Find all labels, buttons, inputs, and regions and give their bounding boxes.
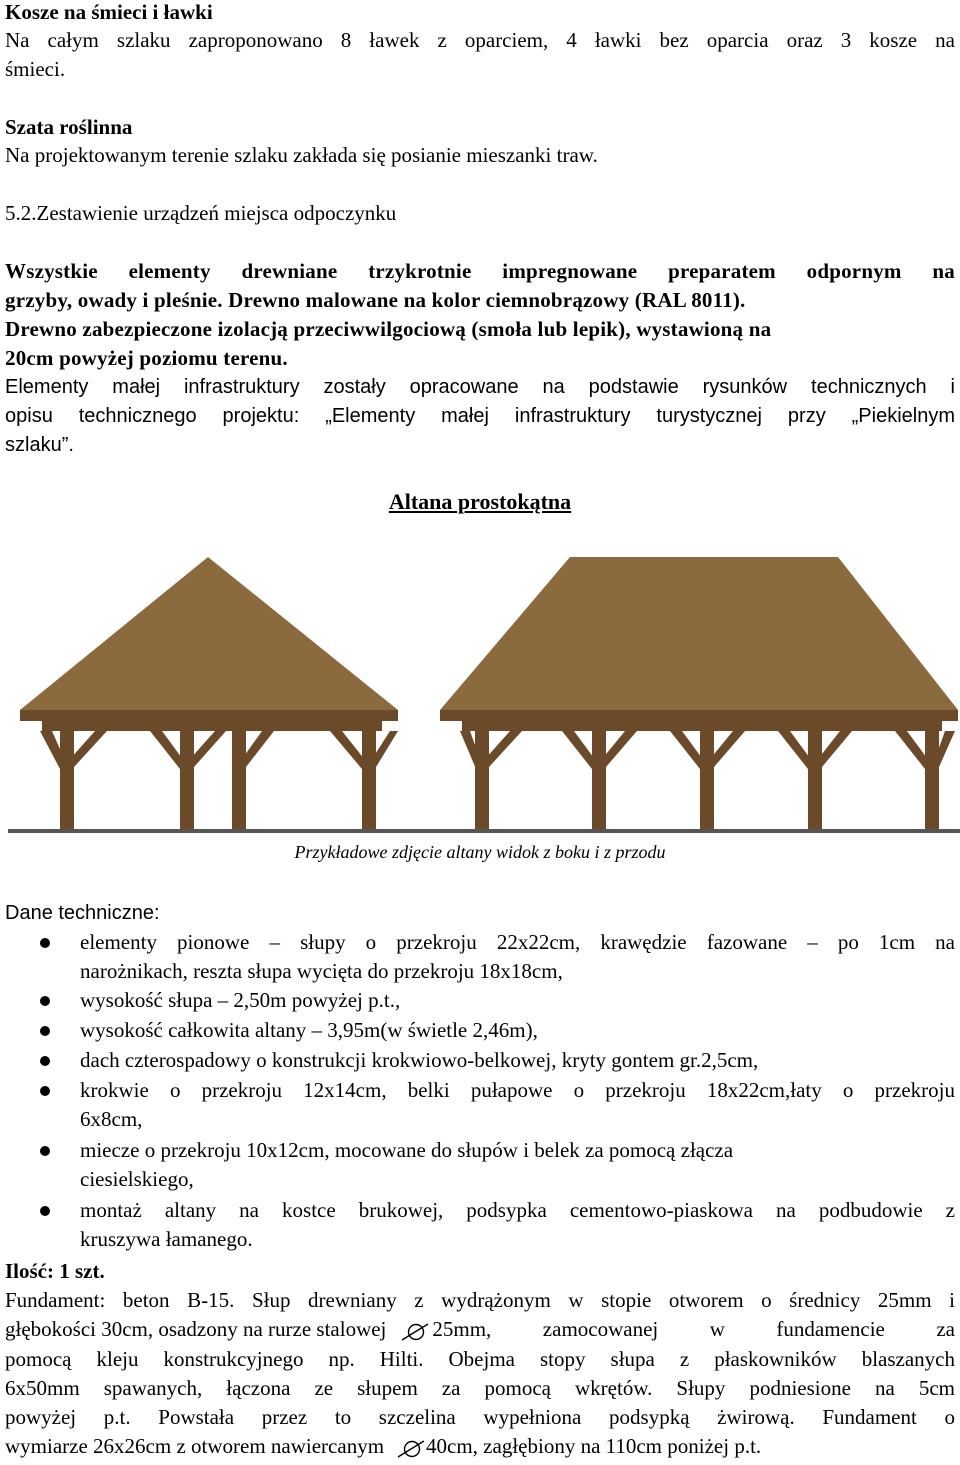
foundation-line: powyżej p.t. Powstała przez to szczelina wypełniona podsypką żwirową. Fundament o xyxy=(5,1405,955,1429)
quantity: Ilość: 1 szt. xyxy=(5,1259,105,1283)
gazebo-illustration xyxy=(0,545,960,840)
section-heading-vegetation: Szata roślinna xyxy=(5,115,133,139)
section-heading-rest-area: 5.2.Zestawienie urządzeń miejsca odpoczynku xyxy=(5,201,397,225)
bullet-dot xyxy=(40,1026,50,1036)
roof xyxy=(20,557,398,710)
beam xyxy=(462,721,942,731)
foundation-line: 40cm, zagłębiony na 110cm poniżej p.t. xyxy=(426,1434,762,1458)
foundation-line: głębokości 30cm, osadzony na rurze stalowej xyxy=(5,1317,387,1341)
bullet-text: miecze o przekroju 10x12cm, mocowane do słupów i belek za pomocą złącza xyxy=(80,1138,734,1162)
roof xyxy=(440,557,958,710)
bullet-text: 6x8cm, xyxy=(80,1107,143,1131)
roof-edge xyxy=(440,710,958,721)
foundation-line: 6x50mm spawanych, łączona ze słupem za pomocą wkrętów. Słupy podniesione na 5cm xyxy=(5,1376,955,1400)
figure-caption: Przykładowe zdjęcie altany widok z boku i z przodu xyxy=(294,842,666,862)
diameter-icon xyxy=(400,1320,430,1338)
bullet-text: narożnikach, reszta słupa wycięta do przekroju 18x18cm, xyxy=(80,959,563,983)
section-heading-bins-benches: Kosze na śmieci i ławki xyxy=(5,0,213,24)
paragraph-line: Elementy małej infrastruktury zostały opracowane na podstawie rysunków technicznych i xyxy=(5,376,955,398)
roof-edge xyxy=(20,710,398,721)
foundation-line-row xyxy=(5,1315,955,1343)
bold-paragraph-line: 20cm powyżej poziomu terenu. xyxy=(5,346,288,370)
bullet-text: ciesielskiego, xyxy=(80,1167,194,1191)
figure-title: Altana prostokątna xyxy=(388,489,572,514)
bold-paragraph-line: Drewno zabezpieczone izolacją przeciwwilgociową (smoła lub lepik), wystawioną na xyxy=(5,317,772,341)
paragraph-line: szlaku”. xyxy=(5,434,74,456)
foundation-line: Fundament: beton B-15. Słup drewniany z wydrążonym w stopie otworem o średnicy 25mm i xyxy=(5,1288,955,1312)
bold-paragraph-line: grzyby, owady i pleśnie. Drewno malowane na kolor ciemnobrązowy (RAL 8011). xyxy=(5,288,746,312)
bullet-dot xyxy=(40,1146,50,1156)
gazebo-side-view xyxy=(20,557,398,829)
beam xyxy=(42,721,382,731)
paragraph-line: śmieci. xyxy=(5,57,66,81)
bullet-dot xyxy=(40,1206,50,1216)
bullet-text: krokwie o przekroju 12x14cm, belki pułapowe o przekroju 18x22cm,łaty o przekroju xyxy=(80,1078,955,1102)
bullet-dot xyxy=(40,1056,50,1066)
bullet-text: elementy pionowe – słupy o przekroju 22x22cm, krawędzie fazowane – po 1cm na xyxy=(80,930,955,954)
diameter-icon xyxy=(396,1437,426,1455)
paragraph-line: Na całym szlaku zaproponowano 8 ławek z oparciem, 4 ławki bez oparcia oraz 3 kosze na xyxy=(5,28,955,52)
gazebo-front-view xyxy=(440,557,958,829)
paragraph-line: Na projektowanym terenie szlaku zakłada się posianie mieszanki traw. xyxy=(5,143,598,167)
bullet-text: wysokość całkowita altany – 3,95m(w świetle 2,46m), xyxy=(80,1018,538,1042)
tech-heading: Dane techniczne: xyxy=(5,902,160,924)
bullet-text: wysokość słupa – 2,50m powyżej p.t., xyxy=(80,988,401,1012)
ground-line xyxy=(8,829,960,833)
bullet-text: kruszywa łamanego. xyxy=(80,1227,253,1251)
bullet-dot xyxy=(40,996,50,1006)
foundation-line: pomocą kleju konstrukcyjnego np. Hilti. Obejma stopy słupa z płaskowników blaszanych xyxy=(5,1347,955,1371)
bullet-dot xyxy=(40,938,50,948)
foundation-line: wymiarze 26x26cm z otworem nawiercanym xyxy=(5,1434,385,1458)
bullet-dot xyxy=(40,1086,50,1096)
bullet-text: dach czterospadowy o konstrukcji krokwiowo-belkowej, kryty gontem gr.2,5cm, xyxy=(80,1048,759,1072)
foundation-line-row xyxy=(5,1432,761,1460)
foundation-line: 25mm, zamocowanej w fundamencie za xyxy=(432,1317,955,1341)
paragraph-line: opisu technicznego projektu: „Elementy małej infrastruktury turystycznej przy „Piekielnym xyxy=(5,405,955,427)
bullet-text: montaż altany na kostce brukowej, podsypka cementowo-piaskowa na podbudowie z xyxy=(80,1198,955,1222)
bold-paragraph-line: Wszystkie elementy drewniane trzykrotnie impregnowane preparatem odpornym na xyxy=(5,259,955,283)
